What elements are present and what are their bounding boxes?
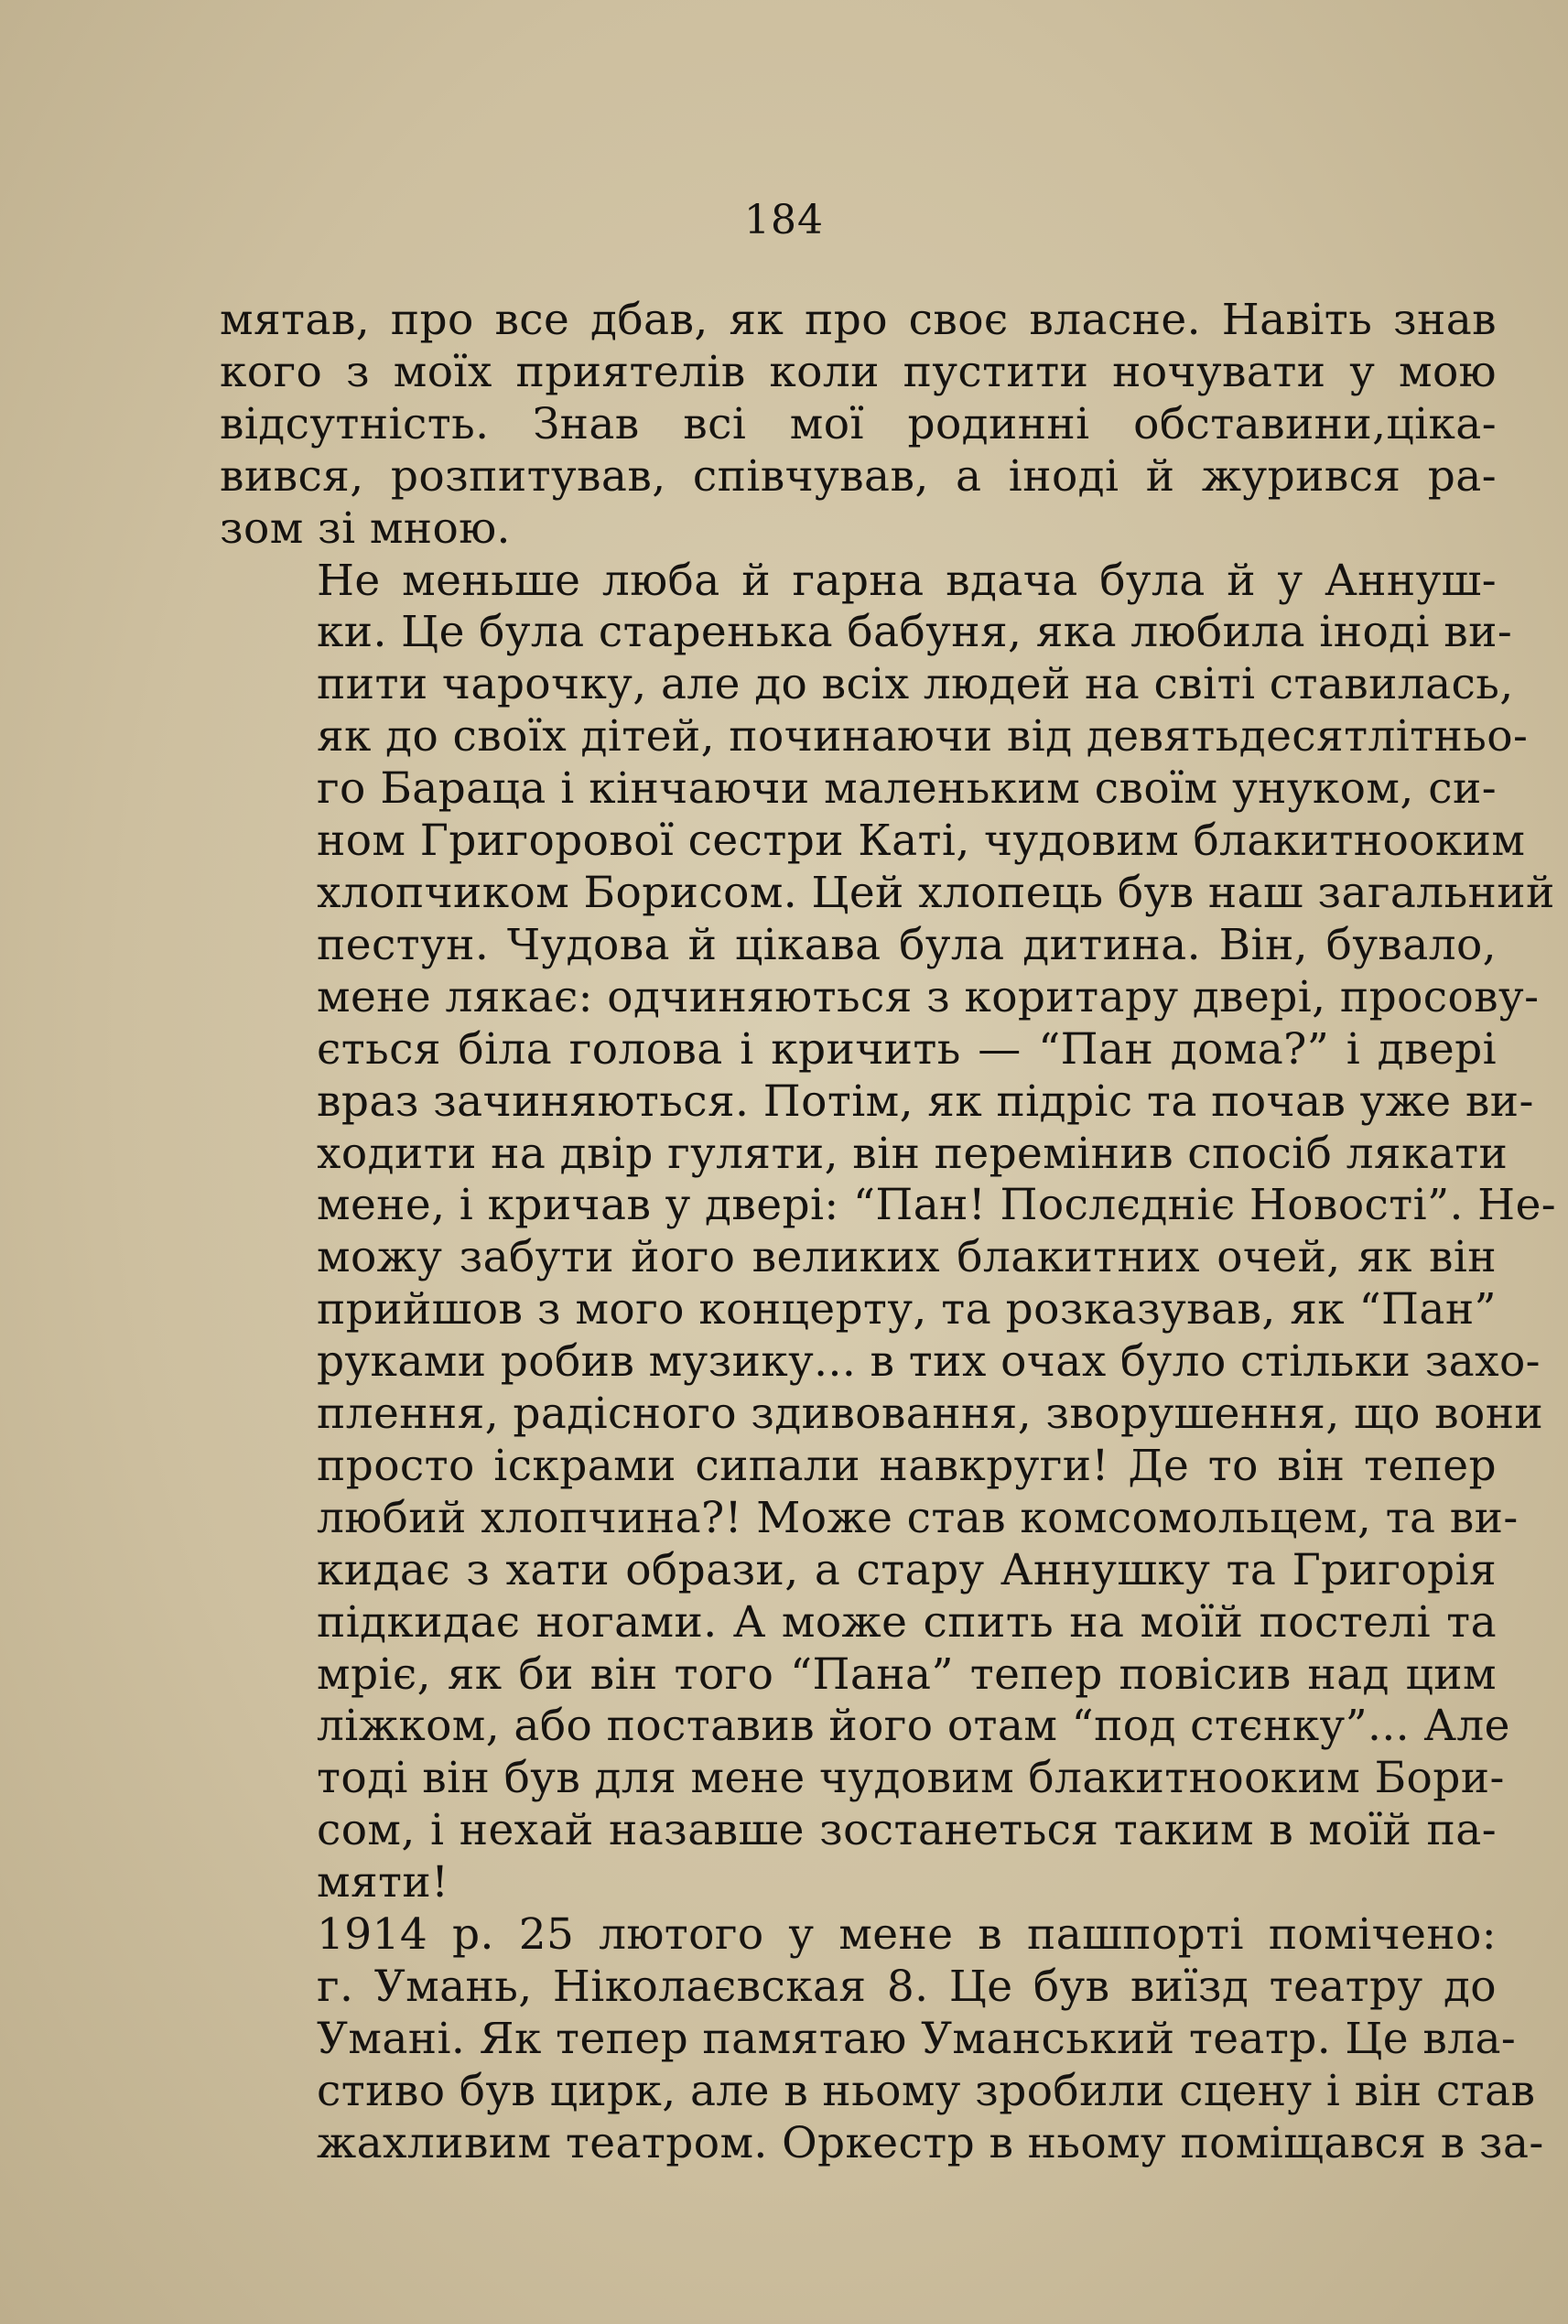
text-line: любий хлопчина?! Може став комсомольцем, та ви- <box>317 1492 1519 1543</box>
text-line: ється біла голова і кричить — “Пан дома?” і двері <box>317 1023 1497 1075</box>
text-line: мятав, про все дбав, як про своє власне. Навіть знав <box>220 295 1497 345</box>
text-line: сом, і нехай назавше зостанеться таким в моїй па- <box>317 1805 1497 1856</box>
page-body-text <box>220 295 1557 2170</box>
text-line: як до своїх дітей, починаючи від девятьдесятлітньо- <box>317 711 1529 762</box>
paragraph <box>220 555 1557 1910</box>
text-line: Умані. Як тепер памятаю Уманський театр. Це вла- <box>317 2013 1517 2064</box>
text-line: плення, радісного здивовання, зворушення, що вони <box>317 1389 1544 1440</box>
text-line: можу забути його великих блакитних очей, як він <box>317 1232 1497 1283</box>
text-line: враз зачиняються. Потім, як підріс та почав уже ви- <box>317 1076 1534 1127</box>
text-line: підкидає ногами. А може спить на моїй постелі та <box>317 1596 1497 1648</box>
text-line: вився, розпитував, співчував, а іноді й журився ра- <box>220 450 1497 502</box>
text-line: г. Умань, Ніколаєвская 8. Це був виїзд театру до <box>317 1962 1497 2012</box>
page-number: 184 <box>744 197 824 243</box>
text-line: ліжком, або поставив його отам “под стєнку”... Але <box>317 1701 1510 1752</box>
text-line: мяти! <box>317 1857 449 1908</box>
paragraph <box>220 295 1497 556</box>
text-line: стиво був цирк, але в ньому зробили сцену і він став <box>317 2065 1536 2116</box>
text-line: прийшов з мого концерту, та розказував, як “Пан” <box>317 1284 1497 1335</box>
paragraph <box>220 1909 1544 2170</box>
text-line: відсутність. Знав всі мої родинні обставини,ціка- <box>220 398 1497 449</box>
text-line: мріє, як би він того “Пана” тепер повісив над цим <box>317 1648 1497 1700</box>
text-line: мене, і кричав у двері: “Пан! Послєдніє Новості”. Не- <box>317 1180 1557 1231</box>
text-line: пити чарочку, але до всіх людей на світі ставилась, <box>317 659 1514 710</box>
text-line: зом зі мною. <box>220 503 511 554</box>
text-line: пестун. Чудова й цікава була дитина. Він, бувало, <box>317 919 1497 970</box>
text-line: ходити на двір гуляти, він перемінив спосіб лякати <box>317 1128 1509 1179</box>
text-line: тоді він був для мене чудовим блакитнооким Бори- <box>317 1753 1505 1804</box>
text-line: мене лякає: одчиняються з коритару двері, просову- <box>317 971 1540 1022</box>
text-line: жахливим театром. Оркестр в ньому поміщався в за- <box>317 2117 1544 2168</box>
text-line: кого з моїх приятелів коли пустити ночувати у мою <box>220 346 1497 397</box>
text-line: просто іскрами сипали навкруги! Де то він тепер <box>317 1440 1497 1491</box>
text-line: кидає з хати образи, а стару Аннушку та Григорія <box>317 1544 1497 1595</box>
text-line: го Бараца і кінчаючи маленьким своїм унуком, си- <box>317 763 1497 815</box>
text-line: 1914 р. 25 лютого у мене в пашпорті помічено: <box>317 1909 1497 1961</box>
text-line: Не меньше люба й гарна вдача була й у Аннуш- <box>317 555 1497 606</box>
text-line: хлопчиком Борисом. Цей хлопець був наш загальний <box>317 867 1555 918</box>
text-line: ки. Це була старенька бабуня, яка любила іноді ви- <box>317 607 1513 658</box>
text-line: ном Григорової сестри Каті, чудовим блакитнооким <box>317 816 1526 867</box>
text-line: руками робив музику... в тих очах було стільки захо- <box>317 1336 1541 1388</box>
